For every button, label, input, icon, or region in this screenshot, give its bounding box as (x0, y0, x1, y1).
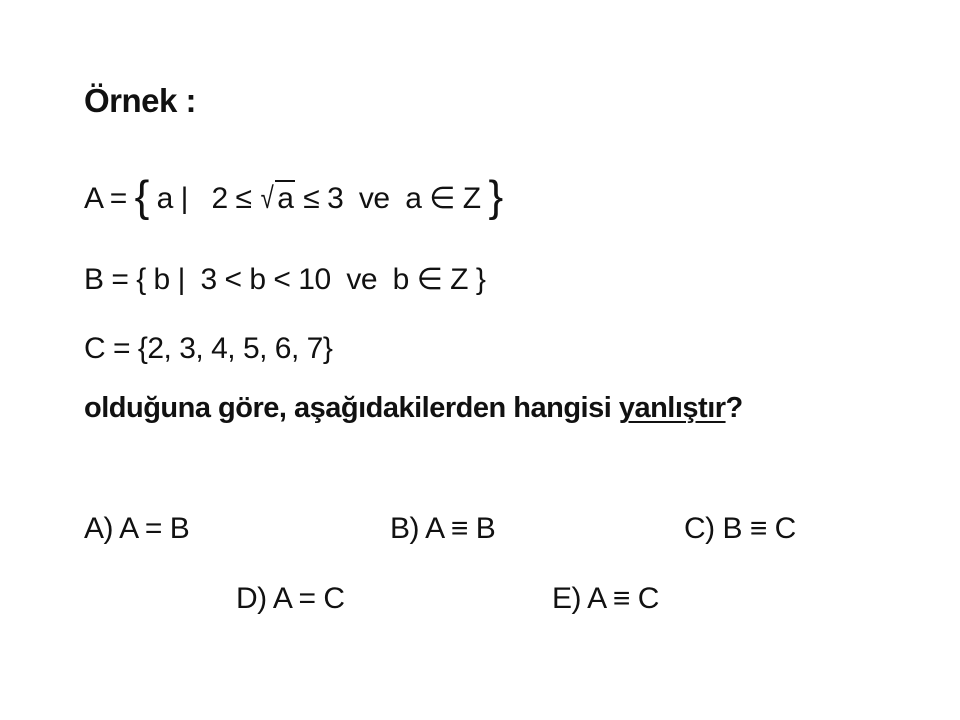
set-a-open-brace: { (134, 172, 149, 221)
set-a-lower-bound: 2 ≤ (211, 182, 252, 215)
question-emphasis: yanlıştır (618, 392, 726, 424)
set-b-definition: B = { b | 3 < b < 10 ve b ∈ Z } (84, 263, 486, 296)
option-e[interactable]: E) A ≡ C (552, 582, 659, 615)
set-a-condition: ve a ∈ Z (358, 182, 481, 215)
option-a[interactable]: A) A = B (84, 512, 190, 545)
question-end: ? (725, 392, 743, 424)
set-a-variable: a | (156, 182, 188, 215)
question-text (84, 392, 743, 425)
option-c[interactable]: C) B ≡ C (684, 512, 796, 545)
sqrt-sign-icon: √ (260, 182, 274, 215)
set-a-definition (84, 172, 503, 221)
set-c-definition: C = {2, 3, 4, 5, 6, 7} (84, 332, 333, 365)
set-a-upper-bound: ≤ 3 (303, 182, 344, 215)
option-d[interactable]: D) A = C (236, 582, 345, 615)
sqrt-expression (259, 182, 295, 216)
set-a-prefix: A = (84, 182, 127, 215)
option-b[interactable]: B) A ≡ B (390, 512, 496, 545)
question-main: olduğuna göre, aşağıdakilerden hangisi (84, 392, 619, 424)
sqrt-radicand: a (277, 182, 294, 215)
example-title: Örnek : (84, 82, 197, 119)
set-a-close-brace: } (488, 172, 503, 221)
